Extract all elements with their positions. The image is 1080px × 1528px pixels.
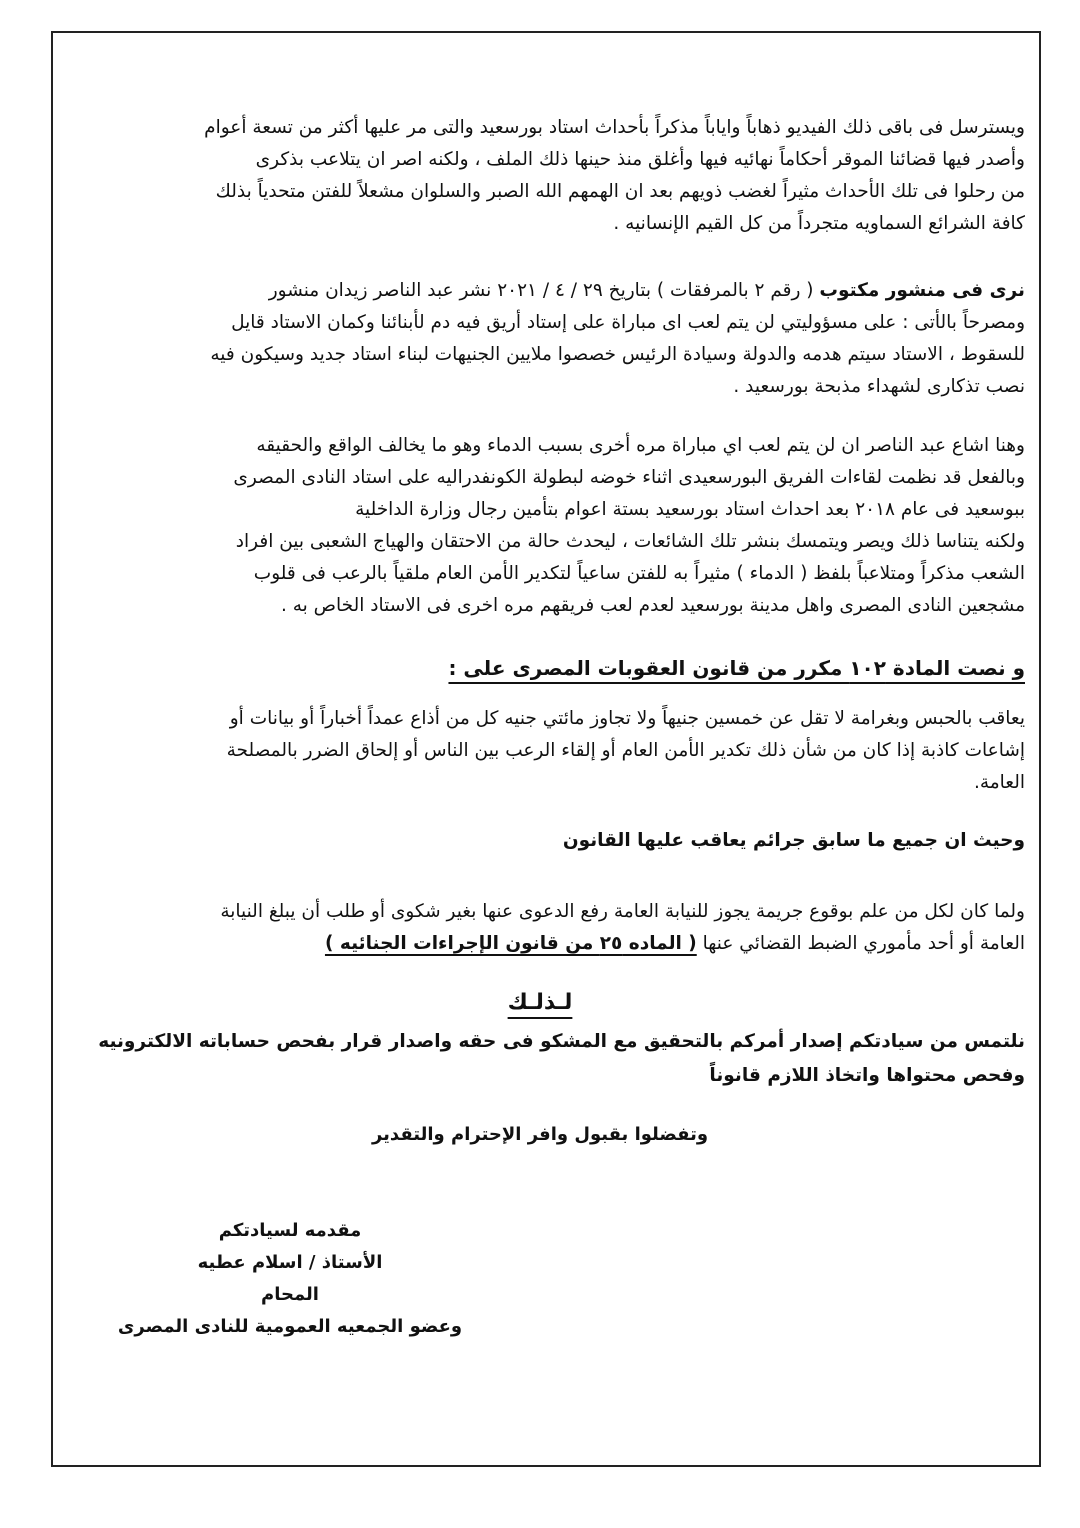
text-line: للسقوط ، الاستاد سيتم هدمه والدولة وسيادة الرئيس خصصوا ملايين الجنيهات لبناء استاد جديد وسيكون فيه <box>210 344 1025 365</box>
text-line: ببوسعيد فى عام ٢٠١٨ بعد احداث استاد بورسعيد بستة اعوام بتأمين رجال وزارة الداخلية <box>355 499 1025 520</box>
conclusion-heading: لـذلـك <box>507 990 573 1015</box>
text-line: ويسترسل فى باقى ذلك الفيديو ذهاباً واياباً مذكراً بأحداث استاد بورسعيد والتى مر عليها أكثر من تسعة أعوام <box>204 117 1025 138</box>
paragraph-article-25 <box>125 896 1025 960</box>
closing-statement: وتفضلوا بقبول وافر الإحترام والتقدير <box>371 1124 709 1145</box>
signature-block <box>110 1215 470 1343</box>
text-line: نلتمس من سيادتكم إصدار أمركم بالتحقيق مع المشكو فى حقه واصدار قرار بفحص حساباته الالكترونيه <box>98 1031 1025 1052</box>
paragraph-video-description <box>125 112 1025 240</box>
text-line: مشجعين النادى المصرى واهل مدينة بورسعيد لعدم لعب فريقهم مره اخرى فى الاستاد الخاص به . <box>280 595 1025 616</box>
text-line: وأصدر فيها قضائنا الموقر أحكاماً نهائيه فيها وأغلق منذ حينها ذلك الملف ، ولكنه اصر ان يتلاعب بذكرى <box>255 149 1025 170</box>
paragraph-rumors <box>125 430 1025 622</box>
text-line: ولما كان لكل من علم بوقوع جريمة يجوز للنيابة العامة رفع الدعوى عنها بغير شكوى أو طلب أن يبلغ النيابة <box>220 901 1025 922</box>
text-line: نصب تذكارى لشهداء مذبحة بورسعيد . <box>733 376 1025 397</box>
text-fragment: العامة أو أحد مأموري الضبط القضائي عنها <box>696 933 1025 954</box>
text-fragment: ( رقم ٢ بالمرفقات ) بتاريخ ٢٩ / ٤ / ٢٠٢١ نشر عبد الناصر زيدان منشور <box>268 280 820 301</box>
text-line: وهنا اشاع عبد الناصر ان لن يتم لعب اي مباراة مره أخرى بسبب الدماء وهو ما يخالف الواقع والحقيقه <box>256 435 1025 456</box>
law-heading: و نصت المادة ١٠٢ مكرر من قانون العقوبات المصرى على : <box>448 656 1025 680</box>
signature-submitted-to: مقدمه لسيادتكم <box>218 1220 362 1241</box>
crimes-statement: وحيث ان جميع ما سابق جرائم يعاقب عليها القانون <box>562 830 1025 851</box>
text-line: وفحص محتواها واتخاذ اللازم قانوناً <box>709 1065 1025 1086</box>
text-line: ومصرحاً بالأتى : على مسؤوليتي لن يتم لعب اى مباراة على إستاد أريق فيه دم لأبنائنا وكمان الاستاد قايل <box>231 312 1025 333</box>
text-line: يعاقب بالحبس وبغرامة لا تقل عن خمسين جنيهاً ولا تجاوز مائتي جنيه كل من أذاع عمداً أخباراً أو بيانات أو <box>229 708 1025 729</box>
signature-title: المحام <box>261 1284 319 1305</box>
paragraph-article-102 <box>125 703 1025 799</box>
bold-lead: نرى فى منشور مكتوب <box>819 280 1025 301</box>
text-line: وبالفعل قد نظمت لقاءات الفريق البورسعيدى اثناء خوضه لبطولة الكونفدراليه على استاد النادى المصرى <box>233 467 1025 488</box>
text-line: إشاعات كاذبة إذا كان من شأن ذلك تكدير الأمن العام أو إلقاء الرعب بين الناس أو إلحاق الضرر بالمصلحة <box>226 740 1025 761</box>
signature-membership: وعضو الجمعيه العمومية للنادى المصرى <box>117 1316 463 1337</box>
paragraph-written-post <box>125 275 1025 403</box>
text-line: الشعب مذكراً ومتلاعباً بلفظ ( الدماء ) مثيراً به للفتن ساعياً لتكدير الأمن العام ملقياً بالرعب فى قلوب <box>253 563 1025 584</box>
text-line: من رحلوا فى تلك الأحداث مثيراً لغضب ذويهم بعد ان الهمهم الله الصبر والسلوان مشعلاً للفتن متحدياً بذلك <box>215 181 1025 202</box>
text-line <box>125 928 1025 960</box>
text-line: ولكنه يتناسا ذلك ويصر ويتمسك بنشر تلك الشائعات ، ليحدث حالة من الاحتقان والهياج الشعبى بين افراد <box>235 531 1025 552</box>
article-25-reference: ( الماده ٢٥ من قانون الإجراءات الجنائيه ) <box>324 933 697 954</box>
text-line: كافة الشرائع السماويه متجرداً من كل القيم الإنسانيه . <box>613 213 1025 234</box>
text-line: العامة. <box>973 772 1025 793</box>
request-paragraph <box>98 1025 1025 1093</box>
text-line <box>125 275 1025 307</box>
signature-name: الأستاذ / اسلام عطيه <box>197 1252 383 1273</box>
